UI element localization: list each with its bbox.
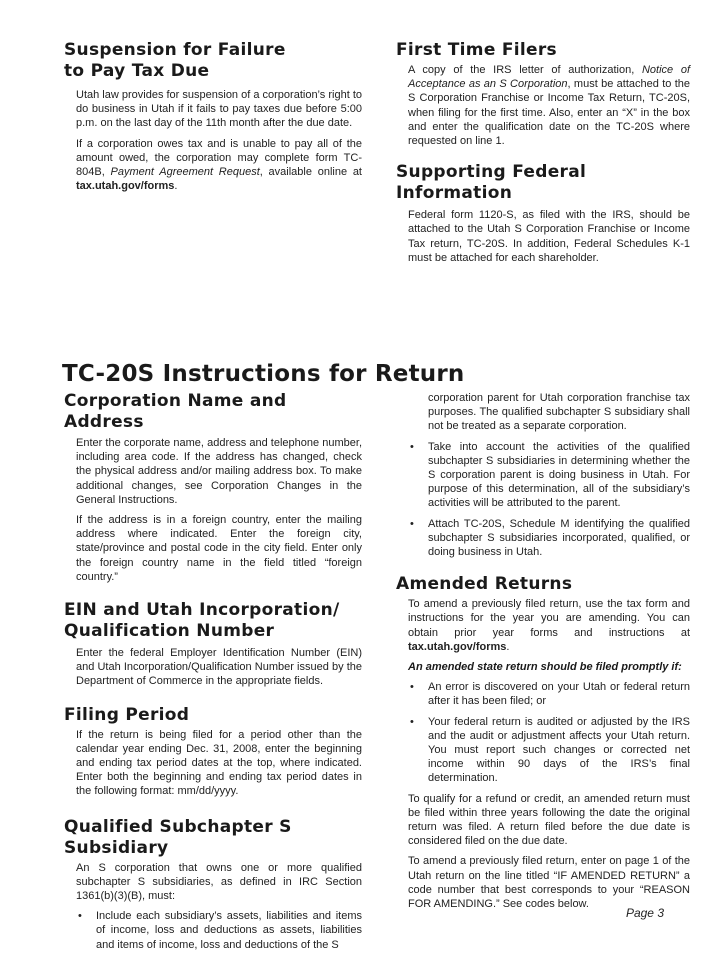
- first-time-filers-paragraph: A copy of the IRS letter of authorization, Notice of Acceptance as an S Corporation, must be attached to the S Corporation Franchise or Income Tax Return, TC-20S, when filing for the first time. Also, enter an “X” in the box and enter the qualification date on the TC-20S where requested on line 1.: [408, 64, 691, 148]
- ein-heading: EIN and Utah Incorporation/ Qualification Number: [64, 600, 340, 642]
- filing-period-paragraph: If the return is being filed for a period other than the calendar year ending Dec. 31, 2008, enter the beginning and ending tax period dates at the top, where indicated. Enter both the beginning and ending tax period dates in the following format: mm/dd/yyyy.: [76, 728, 362, 798]
- supporting-federal-heading: Supporting Federal Information: [396, 162, 587, 204]
- corporation-paragraph-2: If the address is in a foreign country, enter the mailing address where indicated. Enter the foreign city, state/province and postal code in the city field. Enter only the foreign country name in the field titled “foreign country.”: [76, 514, 362, 583]
- amended-paragraph-3: To amend a previously filed return, enter on page 1 of the Utah return on the line titled “IF AMENDED RETURN” a code number that best corresponds to your “REASON FOR AMENDING.” See codes below.: [408, 855, 690, 911]
- page-number: Page 3: [625, 906, 664, 920]
- suspension-paragraph-2: If a corporation owes tax and is unable to pay all of the amount owed, the corporation may complete form TC-804B, Payment Agreement Request, available online at tax.utah.gov/forms.: [76, 137, 362, 193]
- amended-paragraph-2: To qualify for a refund or credit, an amended return must be filed within three years following the date the original return was filed. A return filed before the due date is considered filed on the due date.: [408, 792, 690, 848]
- left-column: [64, 391, 362, 958]
- amended-paragraph-1: To amend a previously filed return, use the tax form and instructions for the year you are amending. You can obtain prior year forms and instructions at tax.utah.gov/forms.: [408, 598, 690, 653]
- suspension-paragraph-1: Utah law provides for suspension of a corporation’s right to do business in Utah if it fails to pay taxes due before 5:00 p.m. on the last day of the 11th month after the due date.: [76, 89, 362, 130]
- supporting-federal-paragraph: Federal form 1120-S, as filed with the IRS, should be attached to the Utah S Corporation Franchise or Income Tax return, TC-20S. In addition, Federal Schedules K-1 must be attached for each shareholder.: [408, 209, 690, 264]
- suspension-heading: Suspension for Failure to Pay Tax Due: [64, 40, 286, 81]
- amended-promptly-note: An amended state return should be filed promptly if:: [408, 661, 682, 674]
- forms-link-2[interactable]: tax.utah.gov/forms: [408, 640, 507, 653]
- subsidiary-continued-paragraph: corporation parent for Utah corporation franchise tax purposes. The qualified subchapter S subsidiary shall not be treated as a separate corporation.: [428, 392, 690, 433]
- qualified-subchapter-bullet-1: • Include each subsidiary’s assets, liabilities and items of income, loss and deductions as assets, liabilities and items of income, loss and deductions of the S: [76, 909, 362, 952]
- amended-bullet-1: • An error is discovered on your Utah or federal return after it has been filed; or: [408, 680, 690, 708]
- filing-period-heading: Filing Period: [64, 704, 190, 725]
- right-column: [396, 391, 690, 917]
- forms-link[interactable]: tax.utah.gov/forms: [76, 180, 175, 193]
- qualified-subchapter-paragraph: An S corporation that owns one or more qualified subchapter S subsidiaries, as defined in IRC Section 1361(b)(3)(B), must:: [76, 861, 362, 903]
- subsidiary-bullet-2: • Take into account the activities of the qualified subchapter S subsidiaries in determining whether the S corporation parent is doing business in Utah. For purpose of this determination, all of the subsidiary’s activities will be attributed to the parent.: [408, 440, 690, 511]
- suspension-section: [64, 40, 362, 199]
- corporation-name-heading: Corporation Name and Address: [64, 391, 287, 432]
- subsidiary-bullet-3: • Attach TC-20S, Schedule M identifying the qualified subchapter S subsidiaries incorporated, qualified, or doing business in Utah.: [408, 517, 690, 560]
- amended-returns-heading: Amended Returns: [396, 574, 573, 595]
- first-time-filers-section: [396, 40, 690, 271]
- corporation-paragraph-1: Enter the corporate name, address and telephone number, including area code. If the address has changed, check the physical address and/or mailing address box. To make additional changes, see Corporation Changes in the General Instructions.: [76, 437, 362, 506]
- page-title: TC-20S Instructions for Return: [62, 361, 465, 387]
- qualified-subchapter-heading: Qualified Subchapter S Subsidiary: [64, 816, 292, 858]
- ein-paragraph: Enter the federal Employer Identification Number (EIN) and Utah Incorporation/Qualification Number issued by the Department of Commerce in the appropriate fields.: [76, 647, 362, 688]
- amended-bullet-2: • Your federal return is audited or adjusted by the IRS and the audit or adjustment affects your Utah return. You must report such changes or corrected net income within 90 days of the IRS’s final determination.: [408, 715, 690, 786]
- first-time-filers-heading: First Time Filers: [396, 40, 557, 60]
